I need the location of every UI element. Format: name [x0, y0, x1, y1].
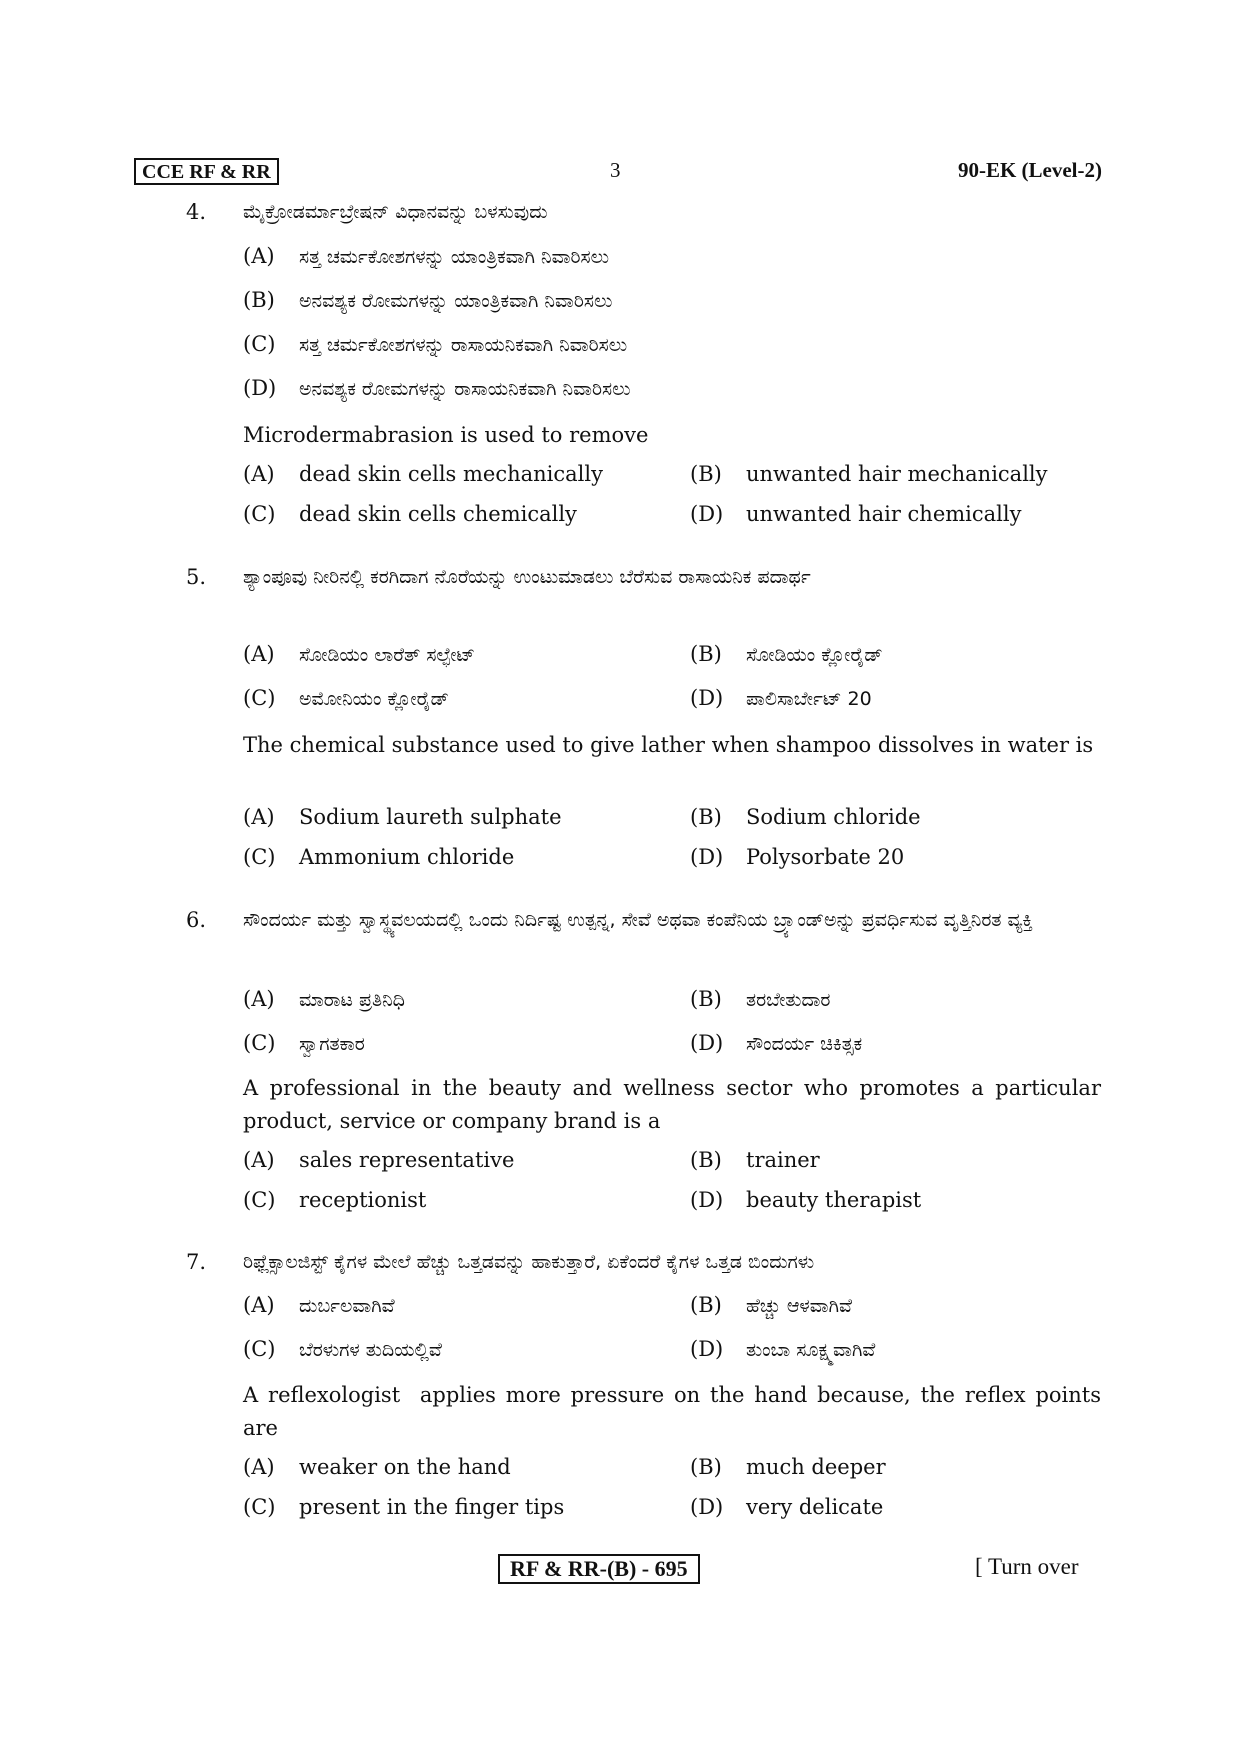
- option-text: present in the finger tips: [299, 1495, 565, 1519]
- option-text-kannada: ತರಬೇತುದಾರ: [746, 989, 831, 1011]
- option-label: (D): [690, 686, 724, 710]
- question-number: 7.: [186, 1250, 207, 1274]
- paper-code: 90-EK (Level-2): [957, 158, 1102, 182]
- question-text-english: A reflexologist applies more pressure on the hand because, the reflex points are: [243, 1383, 1108, 1440]
- question-number: 4.: [186, 200, 207, 224]
- question-text-kannada: ರಿಫ್ಲೆಕ್ಸಾಲಜಿಸ್ಟ್ ಕೈಗಳ ಮೇಲೆ ಹೆಚ್ಚು ಒತ್ತಡವನ್ನು ಹಾಕುತ್ತಾರೆ, ಏಕೆಂದರೆ ಕೈಗಳ ಒತ್ತಡ ಬಿಂದುಗಳು: [243, 1251, 815, 1273]
- option-text-kannada: ಹೆಚ್ಚು ಆಳವಾಗಿವೆ: [746, 1295, 852, 1317]
- option-text: much deeper: [746, 1455, 886, 1479]
- question-text-kannada: ಸೌಂದರ್ಯ ಮತ್ತು ಸ್ವಾಸ್ಥ್ಯವಲಯದಲ್ಲಿ ಒಂದು ನಿರ್ದಿಷ್ಟ ಉತ್ಪನ್ನ, ಸೇವೆ ಅಥವಾ ಕಂಪೆನಿಯ ಬ್ರ್ಯಾಂಡ್‌ಅನ್ನು ಪ್ರವರ್ಧಿಸುವ ವೃತ್ತಿನಿರತ ವ್ಯಕ್ತಿ: [243, 909, 1033, 931]
- option-text: unwanted hair mechanically: [746, 462, 1048, 486]
- option-label: (B): [690, 805, 722, 829]
- booklet-code-box: RF & RR-(B) - 695: [498, 1554, 700, 1584]
- option-text-kannada: ಅನವಶ್ಯಕ ರೋಮಗಳನ್ನು ರಾಸಾಯನಿಕವಾಗಿ ನಿವಾರಿಸಲು: [299, 378, 631, 400]
- option-text: beauty therapist: [746, 1188, 922, 1212]
- option-label: (D): [243, 376, 277, 400]
- option-label: (B): [690, 987, 722, 1011]
- option-label: (A): [243, 1148, 275, 1172]
- option-text-kannada: ದುರ್ಬಲವಾಗಿವೆ: [299, 1295, 395, 1317]
- option-label: (A): [243, 987, 275, 1011]
- option-text-kannada: ಸ್ವಾಗತಕಾರ: [299, 1033, 365, 1055]
- option-text-kannada: ಬೆರಳುಗಳ ತುದಿಯಲ್ಲಿವೆ: [299, 1339, 442, 1361]
- page-header: [134, 158, 1102, 186]
- option-text: very delicate: [746, 1495, 884, 1519]
- option-label: (C): [243, 686, 276, 710]
- option-label: (A): [243, 462, 275, 486]
- option-label: (C): [243, 1337, 276, 1361]
- option-label: (A): [243, 244, 275, 268]
- option-label: (D): [690, 1188, 724, 1212]
- question-text-kannada: ಮೈಕ್ರೋಡರ್ಮಾಬ್ರೇಷನ್ ವಿಧಾನವನ್ನು ಬಳಸುವುದು: [243, 201, 548, 223]
- option-text: Polysorbate 20: [746, 845, 905, 869]
- question-number: 5.: [186, 565, 207, 589]
- option-label: (A): [243, 805, 275, 829]
- turn-over-note: [ Turn over: [975, 1554, 1079, 1579]
- option-label: (C): [243, 1031, 276, 1055]
- option-text-kannada: ತುಂಬಾ ಸೂಕ್ಷ್ಮವಾಗಿವೆ: [746, 1339, 876, 1361]
- option-label: (C): [243, 332, 276, 356]
- option-label: (D): [690, 1337, 724, 1361]
- option-text: unwanted hair chemically: [746, 502, 1022, 526]
- option-text: dead skin cells chemically: [299, 502, 577, 526]
- option-label: (C): [243, 1188, 276, 1212]
- question-text-kannada: ಶ್ಯಾಂಪೂವು ನೀರಿನಲ್ಲಿ ಕರಗಿದಾಗ ನೊರೆಯನ್ನು ಉಂಟುಮಾಡಲು ಬೆರೆಸುವ ರಾಸಾಯನಿಕ ಪದಾರ್ಥ: [243, 566, 811, 588]
- option-label: (D): [690, 1031, 724, 1055]
- question-text-english: Microdermabrasion is used to remove: [243, 423, 649, 447]
- option-text-kannada: ಮಾರಾಟ ಪ್ರತಿನಿಧಿ: [299, 989, 405, 1011]
- page-number: 3: [610, 158, 621, 182]
- option-label: (C): [243, 845, 276, 869]
- option-label: (D): [690, 845, 724, 869]
- option-text-kannada: ಅಮೋನಿಯಂ ಕ್ಲೋರೈಡ್: [299, 688, 449, 710]
- option-text: trainer: [746, 1148, 820, 1172]
- option-label: (A): [243, 642, 275, 666]
- question-text-english: The chemical substance used to give lather when shampoo dissolves in water is: [243, 733, 1094, 757]
- option-text-kannada: ಸತ್ತ ಚರ್ಮಕೋಶಗಳನ್ನು ಯಾಂತ್ರಿಕವಾಗಿ ನಿವಾರಿಸಲು: [299, 246, 609, 268]
- option-text: receptionist: [299, 1188, 427, 1212]
- option-label: (C): [243, 1495, 276, 1519]
- option-text: Sodium laureth sulphate: [299, 805, 562, 829]
- option-label: (B): [690, 1293, 722, 1317]
- option-label: (D): [690, 502, 724, 526]
- option-text-kannada: ಸೋಡಿಯಂ ಲಾರೆತ್ ಸಲ್ಫೇಟ್: [299, 644, 476, 666]
- option-text: sales representative: [299, 1148, 515, 1172]
- option-label: (B): [243, 288, 275, 312]
- option-label: (B): [690, 1148, 722, 1172]
- subject-code-box: CCE RF & RR: [134, 158, 279, 185]
- option-label: (D): [690, 1495, 724, 1519]
- option-label: (B): [690, 462, 722, 486]
- option-text: Sodium chloride: [746, 805, 921, 829]
- question-number: 6.: [186, 908, 207, 932]
- option-text: weaker on the hand: [299, 1455, 511, 1479]
- option-text-kannada: ಪಾಲಿಸಾರ್ಬೇಟ್ 20: [746, 688, 872, 710]
- option-label: (A): [243, 1455, 275, 1479]
- option-text-kannada: ಸೌಂದರ್ಯ ಚಿಕಿತ್ಸಕ: [746, 1033, 863, 1055]
- option-text-kannada: ಸೋಡಿಯಂ ಕ್ಲೋರೈಡ್: [746, 644, 883, 666]
- option-label: (C): [243, 502, 276, 526]
- option-text: dead skin cells mechanically: [299, 462, 603, 486]
- option-label: (A): [243, 1293, 275, 1317]
- option-label: (B): [690, 1455, 722, 1479]
- option-label: (B): [690, 642, 722, 666]
- question-text-english: A professional in the beauty and wellness sector who promotes a particular product, service or company brand is a: [243, 1076, 1101, 1133]
- option-text: Ammonium chloride: [299, 845, 515, 869]
- option-text-kannada: ಅನವಶ್ಯಕ ರೋಮಗಳನ್ನು ಯಾಂತ್ರಿಕವಾಗಿ ನಿವಾರಿಸಲು: [299, 290, 613, 312]
- option-text-kannada: ಸತ್ತ ಚರ್ಮಕೋಶಗಳನ್ನು ರಾಸಾಯನಿಕವಾಗಿ ನಿವಾರಿಸಲು: [299, 334, 628, 356]
